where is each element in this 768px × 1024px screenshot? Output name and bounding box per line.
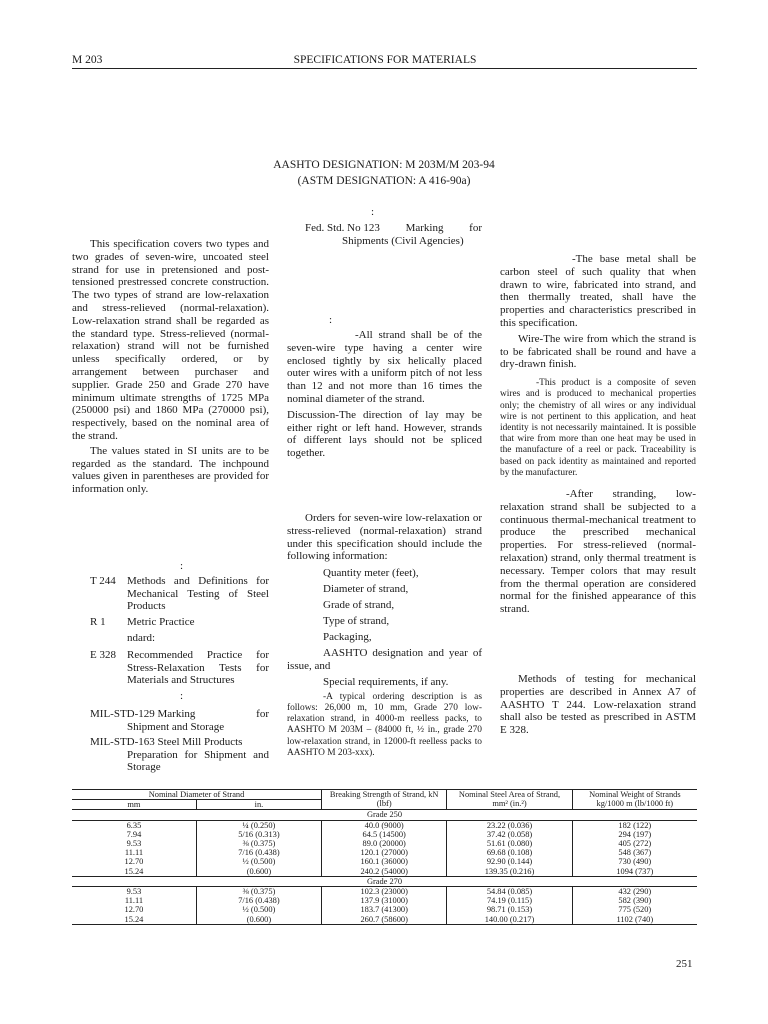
cell-breaking: 240.2 (54000) — [322, 867, 447, 877]
cell-weight: 1094 (737) — [572, 867, 697, 877]
table-grade-row — [72, 876, 697, 886]
scope-paragraph: This specification covers two types and two grades of seven-wire, uncoated steel strand for use in pretensioned and post-tensioned prestressed concrete construction. The two types of strand are low-relaxation and stress-relieved (normal-relaxation). Low-relaxation strand shall be regarded as the standard type. Stress-relieved (normal-relaxation) strand will not be furnished unless specifically ordered, or by arrangement between purchaser and supplier. Grade 250 and Grade 270 have minimum ultimate strengths of 1725 MPa (250000 psi) and 1860 MPa (270000 psi), respectively, based on the nominal area of the strand. — [72, 238, 269, 442]
designation-line-2: (ASTM DESIGNATION: A 416-90a) — [297, 175, 471, 187]
table-row — [72, 820, 697, 830]
cell-area: 54.84 (0.085) — [447, 887, 572, 897]
table-row — [72, 867, 697, 877]
table-header-diameter: Nominal Diameter of Strand — [72, 790, 322, 800]
ordering-list-item: Grade of strand, — [323, 599, 395, 612]
cell-area: 139.35 (0.216) — [447, 867, 572, 877]
mil-ref-code: MIL-STD-129 Marking — [90, 708, 196, 720]
cell-breaking: 40.0 (9000) — [322, 820, 447, 830]
mil-ref-line — [90, 708, 269, 721]
military-standards-colon: : — [180, 690, 184, 702]
fed-std-cont: Shipments (Civil Agencies) — [342, 234, 464, 247]
cell-mm: 15.24 — [72, 915, 196, 925]
designation-line-1: AASHTO DESIGNATION: M 203M/M 203-94 — [273, 159, 495, 171]
cell-breaking: 64.5 (14500) — [322, 830, 447, 839]
cell-in: ⅜ (0.375) — [196, 839, 321, 848]
reference-item — [90, 575, 269, 613]
mil-ref-cont: Shipment and Storage — [127, 720, 225, 733]
cell-area: 140.00 (0.217) — [447, 915, 572, 925]
table-row — [72, 839, 697, 848]
cell-weight: 294 (197) — [572, 830, 697, 839]
astm-standard-label: ndard: — [127, 632, 156, 644]
breaking-header-line-1: Breaking Strength of Strand, kN — [329, 790, 439, 799]
cell-mm: 6.35 — [126, 820, 142, 830]
cell-weight: 730 (490) — [572, 857, 697, 866]
table-row — [72, 915, 697, 925]
cell-mm: 12.70 — [124, 905, 144, 915]
table-row — [72, 857, 697, 866]
all-strand-paragraph: -All strand shall be of the seven-wire type having a center wire enclosed tightly by six helically placed outer wires with a uniform pitch of not less than 12 and not more than 16 times the nominal diameter of the strand. — [287, 329, 482, 405]
running-header-code: M 203 — [72, 54, 103, 66]
fed-std-for: for — [469, 222, 482, 234]
cell-in: (0.600) — [196, 867, 321, 877]
column-2-body — [287, 329, 482, 460]
weight-header-line-1: Nominal Weight of Strands — [589, 790, 681, 799]
cell-mm: 11.11 — [124, 848, 144, 858]
cell-breaking: 120.1 (27000) — [322, 848, 447, 857]
cell-mm: 9.53 — [126, 839, 142, 849]
header-rule — [72, 68, 697, 69]
reference-title: Recommended Practice for Stress-Relaxation Tests for Materials and Structures — [127, 649, 269, 687]
grade-label: Grade 270 — [72, 876, 697, 886]
units-paragraph: The values stated in SI units are to be regarded as the standard. The inchpound values given in parentheses are provided for information only. — [72, 444, 269, 496]
ordering-section — [287, 512, 482, 759]
cell-weight: 182 (122) — [572, 820, 697, 830]
fed-std-reference — [305, 222, 482, 248]
cell-in: (0.600) — [196, 915, 321, 925]
test-methods-paragraph: Methods of testing for mechanical properties are described in Annex A7 of AASHTO T 244. Low-relaxation strand shall also be tested as prescribed in ASTM E 328. — [500, 673, 696, 737]
cell-mm: 9.53 — [126, 887, 142, 897]
table-row — [72, 848, 697, 857]
cell-weight: 1102 (740) — [572, 915, 697, 925]
cell-mm: 12.70 — [124, 857, 144, 867]
table-header-in: in. — [196, 800, 321, 810]
cell-area: 37.42 (0.058) — [447, 830, 572, 839]
weight-header-line-2: kg/1000 m (lb/1000 ft) — [596, 799, 674, 809]
table-header-breaking — [322, 790, 447, 810]
reference-code: E 328 — [90, 649, 116, 661]
cell-area: 69.68 (0.108) — [447, 848, 572, 857]
cell-in: 7/16 (0.438) — [196, 896, 321, 905]
table-grade-row — [72, 810, 697, 820]
ordering-list-item: Special requirements, if any. — [323, 675, 449, 688]
cell-mm: 11.11 — [124, 896, 144, 906]
reference-title: Methods and Definitions for Mechanical Testing of Steel Products — [127, 575, 269, 613]
cell-in: ½ (0.500) — [196, 905, 321, 914]
cell-breaking: 102.3 (23000) — [322, 887, 447, 897]
cell-mm: 7.94 — [126, 829, 142, 839]
cell-weight: 405 (272) — [572, 839, 697, 848]
cell-breaking: 137.9 (31000) — [322, 896, 447, 905]
cell-weight: 582 (390) — [572, 896, 697, 905]
table-row — [72, 830, 697, 839]
mil-ref-tail: for — [256, 708, 269, 720]
cell-in: ⅜ (0.375) — [196, 887, 321, 897]
cell-breaking: 89.0 (20000) — [322, 839, 447, 848]
reference-item — [90, 616, 269, 629]
other-docs-colon: : — [371, 206, 375, 218]
column-3-body — [500, 253, 696, 616]
cell-weight: 432 (290) — [572, 887, 697, 897]
ordering-list-item: Quantity meter (feet), — [323, 567, 419, 580]
table-header-mm: mm — [127, 800, 141, 810]
mil-ref-line: MIL-STD-163 Steel Mill Products — [90, 736, 243, 749]
composite-note: -This product is a composite of seven wires and is produced to mechanical properties only; the chemistry of all wires or any individual wire is not pertinent to this application, and heat identity is not necessarily maintained. It is possible that wire from more than one heat may be used in the manufacture of a reel or pack. Traceability is based on pack identity as maintained and reported by the manufacturer. — [500, 378, 696, 478]
cell-in: 5/16 (0.313) — [196, 830, 321, 839]
reference-item — [90, 649, 269, 687]
designation-block — [200, 157, 568, 189]
reference-code: R 1 — [90, 615, 106, 628]
ordering-paragraph: Orders for seven-wire low-relaxation or stress-relieved (normal-relaxation) strand under this specification should include the following information: — [287, 512, 482, 563]
cell-breaking: 260.7 (58600) — [322, 915, 447, 925]
type-colon: : — [329, 314, 333, 326]
referenced-docs-colon: : — [180, 560, 184, 572]
cell-in: ½ (0.500) — [196, 857, 321, 866]
cell-breaking: 183.7 (41300) — [322, 905, 447, 914]
table-header-area — [447, 790, 572, 810]
cell-area: 98.71 (0.153) — [447, 905, 572, 914]
grade-label: Grade 250 — [72, 810, 697, 820]
cell-breaking: 160.1 (36000) — [322, 857, 447, 866]
aashto-references — [90, 575, 269, 628]
cell-area: 51.61 (0.080) — [447, 839, 572, 848]
strand-requirements-table — [72, 789, 697, 925]
reference-title: Metric Practice — [127, 615, 195, 628]
test-methods-section — [500, 673, 696, 737]
wire-paragraph: Wire-The wire from which the strand is to be fabricated shall be round and have a dry-drawn finish. — [500, 332, 696, 371]
reference-code: T 244 — [90, 575, 116, 587]
cell-weight: 775 (520) — [572, 905, 697, 914]
fed-std-marking: Marking — [405, 222, 444, 234]
base-metal-paragraph: -The base metal shall be carbon steel of such quality that when drawn to wire, fabricated into strand, and then thermally treated, shall have the properties and characteristics prescribed in this specification. — [500, 253, 696, 329]
discussion-paragraph: Discussion-The direction of lay may be either right or left hand. However, strands of different lays should not be spliced together. — [287, 408, 482, 460]
area-header-line-1: Nominal Steel Area of Strand, — [458, 790, 561, 799]
table-row — [72, 887, 697, 897]
cell-area: 23.22 (0.036) — [447, 820, 572, 830]
cell-area: 92.90 (0.144) — [447, 857, 572, 866]
area-header-line-2: mm² (in.²) — [492, 799, 527, 809]
military-references — [90, 708, 269, 774]
cell-in: ¼ (0.250) — [196, 820, 321, 830]
ordering-list-item: Type of strand, — [323, 615, 390, 628]
treatment-paragraph: -After stranding, low-relaxation strand shall be subjected to a continuous thermal-mechanical treatment to produce the prescribed mechanical properties. For stress-relieved (normal-relaxation) strand, only thermal treatment is necessary. Temper colors that may result from the thermal operation are considered normal for the finished appearance of this strand. — [500, 488, 696, 616]
table-header-weight — [572, 790, 697, 810]
ordering-list-item: Packaging, — [323, 631, 372, 644]
ordering-example-note: -A typical ordering description is as follows: 26,000 m, 10 mm, Grade 270 low-relaxation strand, in 4000-m reelless packs, to AASHTO M 203M – (84000 ft, ½ in., grade 270 low-relaxation strand, in 12000-ft reelless packs to AASHTO M 203-xxx). — [287, 691, 482, 758]
column-1 — [72, 238, 269, 496]
fed-std-code: Fed. Std. No 123 — [305, 222, 380, 234]
astm-references — [90, 649, 269, 687]
table-row — [72, 905, 697, 914]
table-header-row — [72, 790, 697, 800]
cell-in: 7/16 (0.438) — [196, 848, 321, 857]
running-header-title: SPECIFICATIONS FOR MATERIALS — [293, 54, 477, 66]
mil-ref-cont: Preparation for Shipment and Storage — [127, 748, 269, 774]
ordering-list-item: Diameter of strand, — [323, 583, 409, 596]
breaking-header-line-2: (lbf) — [376, 799, 392, 809]
cell-weight: 548 (367) — [572, 848, 697, 857]
page-number: 251 — [676, 958, 693, 970]
ordering-list-item: AASHTO designation and year of issue, and — [287, 647, 482, 672]
fed-std-line — [305, 222, 482, 235]
cell-mm: 15.24 — [124, 866, 144, 876]
cell-area: 74.19 (0.115) — [447, 896, 572, 905]
table-row — [72, 896, 697, 905]
